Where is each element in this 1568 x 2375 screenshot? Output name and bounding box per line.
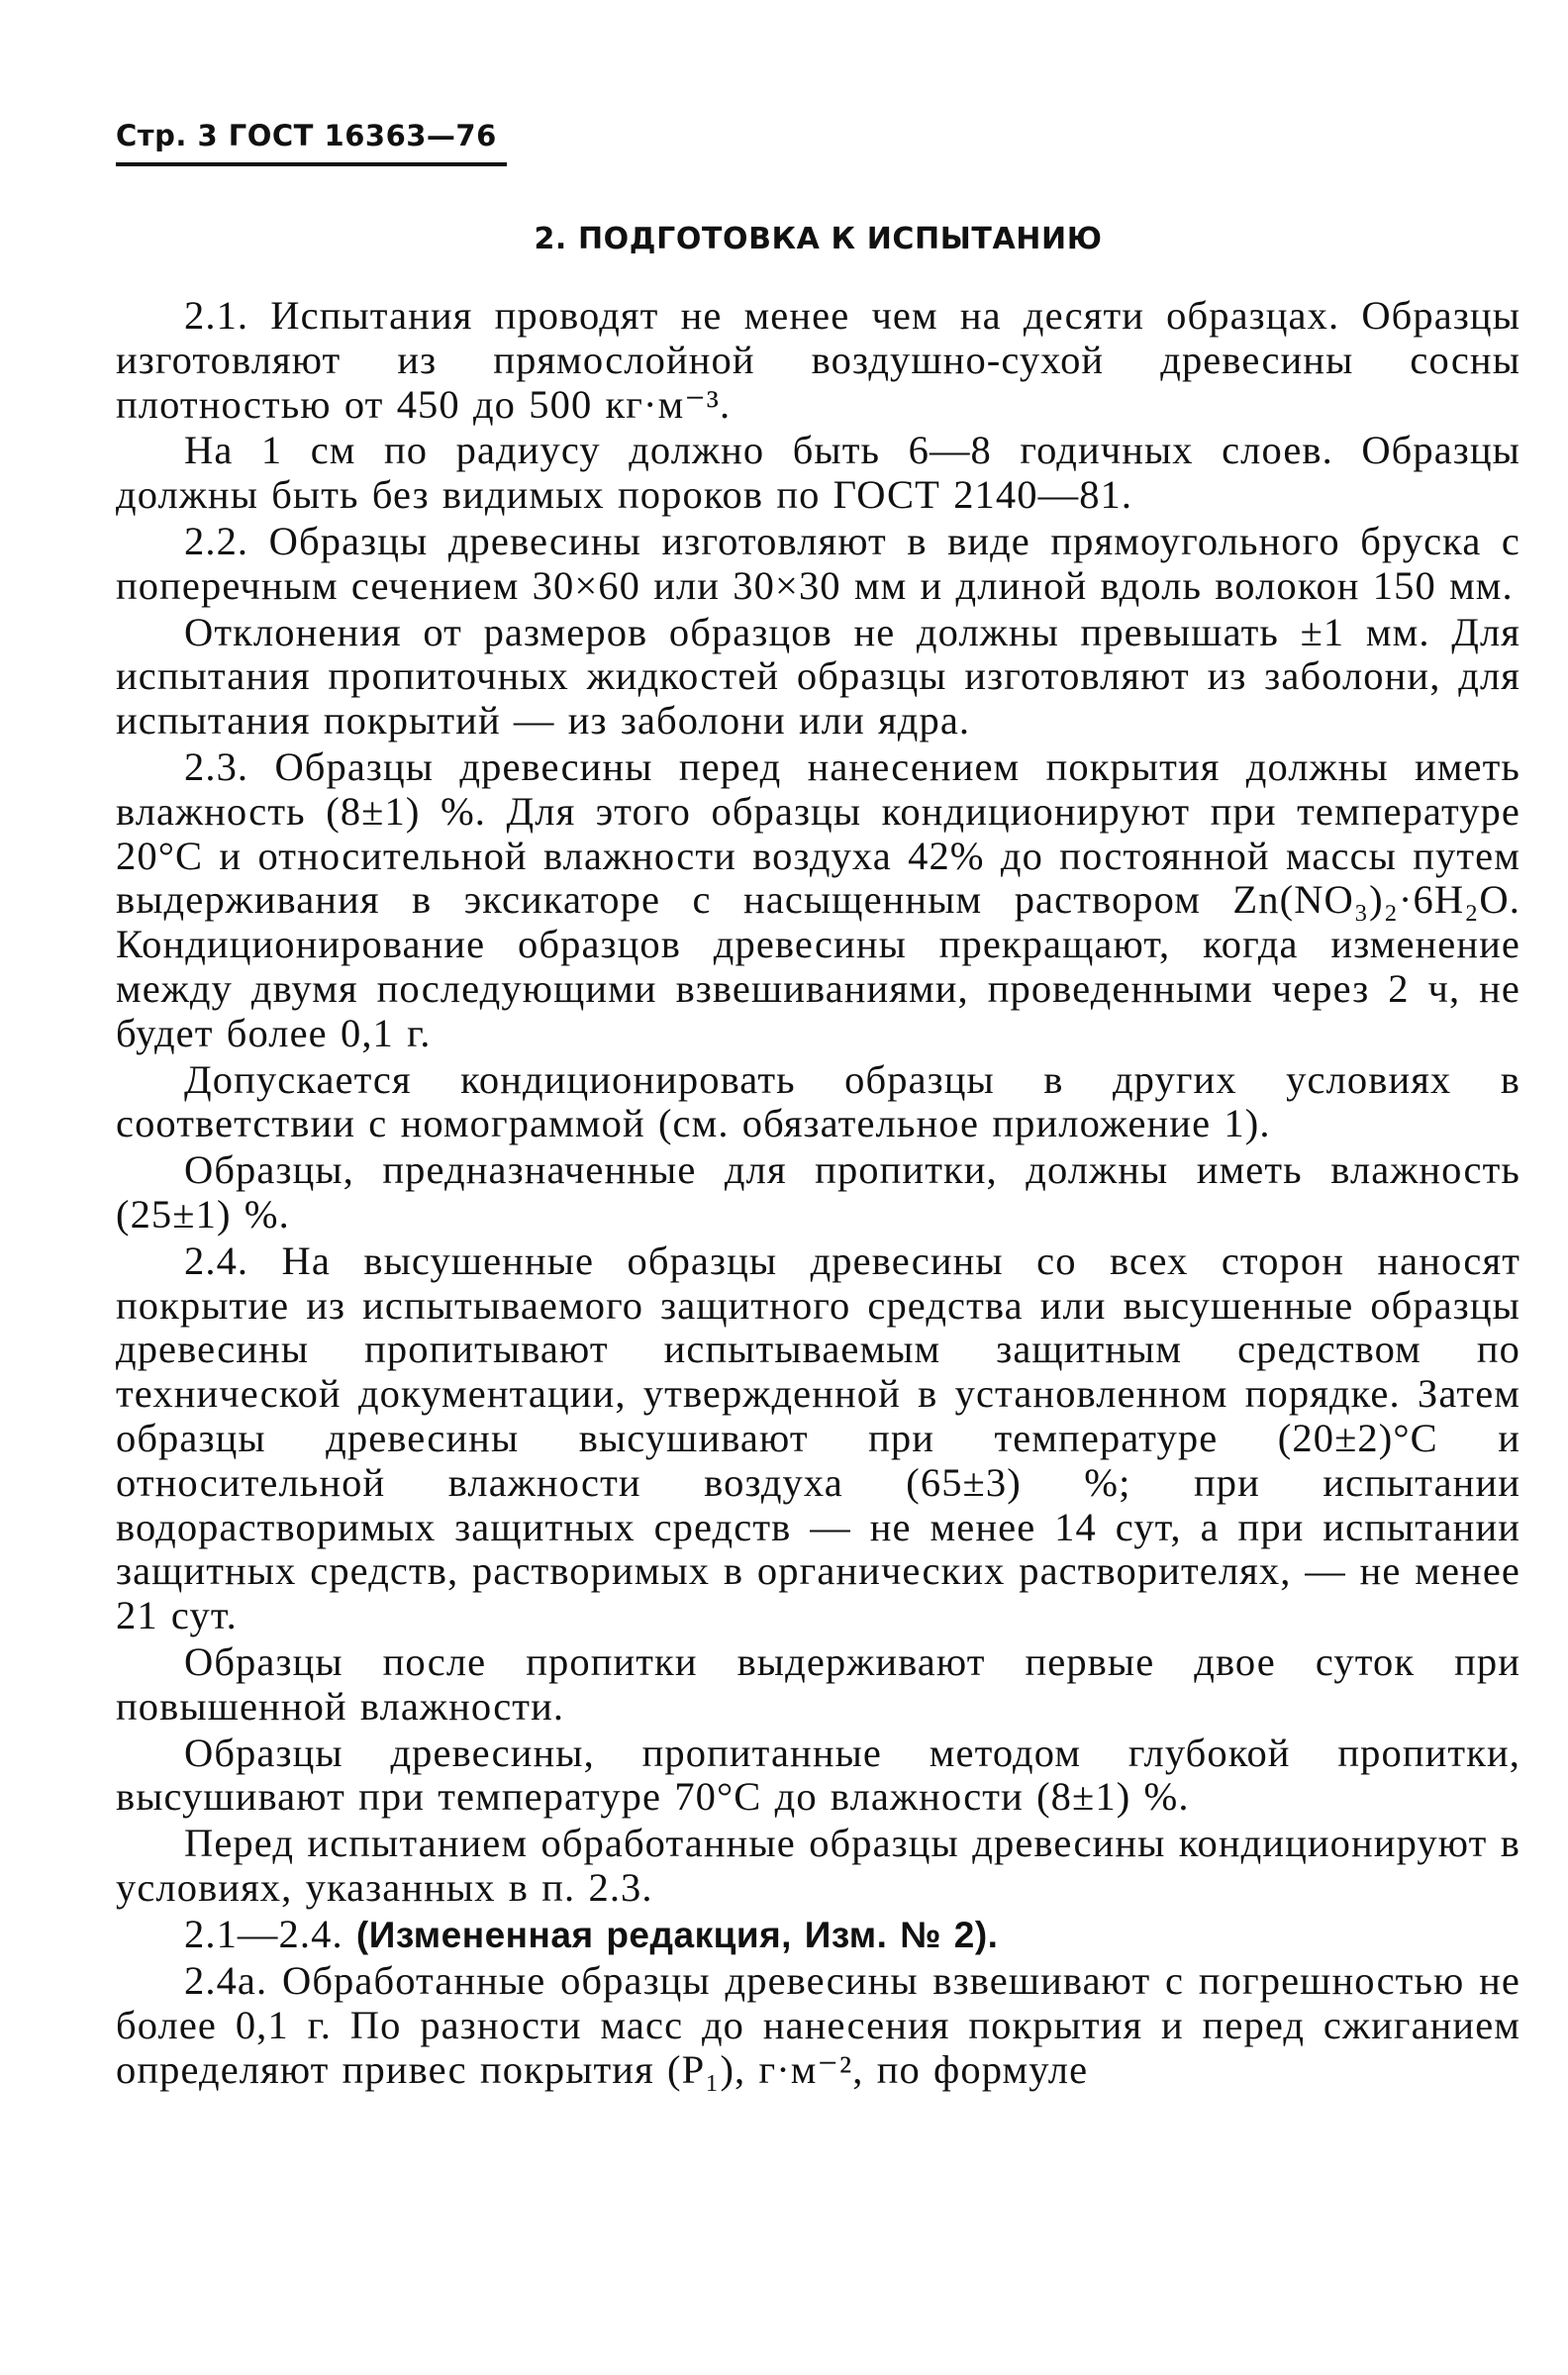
paragraph-2-3: 2.3. Образцы древесины перед нанесением покрытия должны иметь влажность (8±1) %. Для этого образцы кондиционируют при температуре 20°С и относительной влажности воздуха 42% до постоянной массы путем выдерживания в эксикаторе с насыщенным раствором Zn(NO₃)₂·6H₂O. Кондиционирование образцов древесины прекращают, когда изменение между двумя последующими взвешиваниями, проведенными через 2 ч, не будет более 0,1 г. — [116, 743, 1520, 1055]
paragraph-deep-impregnation: Образцы древесины, пропитанные методом глубокой пропитки, высушивают при температуре 70°С до влажности (8±1) %. — [116, 1730, 1520, 1820]
paragraph-impregnation-moisture: Образцы, предназначенные для пропитки, должны иметь влажность (25±1) %. — [116, 1147, 1520, 1237]
paragraph-nomogram: Допускается кондиционировать образцы в других условиях в соответствии с номограммой (см. обязательное приложение 1). — [116, 1056, 1520, 1146]
body-text — [116, 294, 1520, 2093]
page-header: Стр. 3 ГОСТ 16363—76 — [116, 119, 507, 166]
paragraph-conditioning: Перед испытанием обработанные образцы древесины кондиционируют в условиях, указанных в п. 2.3. — [116, 1821, 1520, 1910]
amendment-ref: 2.1—2.4. — [184, 1911, 343, 1956]
paragraph-2-1: 2.1. Испытания проводят не менее чем на десяти образцах. Образцы изготовляют из прямослойной воздушно-сухой древесины сосны плотностью от 450 до 500 кг·м⁻³. — [116, 293, 1520, 427]
paragraph-2-4a: 2.4а. Обработанные образцы древесины взвешивают с погрешностью не более 0,1 г. По разности масс до нанесения покрытия и перед сжиганием определяют привес покрытия (P₁), г·м⁻², по формуле — [116, 1958, 1520, 2093]
paragraph-rings: На 1 см по радиусу должно быть 6—8 годичных слоев. Образцы должны быть без видимых пороков по ГОСТ 2140—81. — [116, 428, 1520, 518]
amendment-text: (Измененная редакция, Изм. № 2). — [355, 1914, 999, 1955]
section-title: 2. ПОДГОТОВКА К ИСПЫТАНИЮ — [534, 222, 1103, 256]
paragraph-2-2: 2.2. Образцы древесины изготовляют в виде прямоугольного бруска с поперечным сечением 30×60 или 30×30 мм и длиной вдоль волокон 150 мм. — [116, 518, 1520, 608]
paragraph-amendment — [116, 1913, 1520, 1958]
paragraph-deviations: Отклонения от размеров образцов не должны превышать ±1 мм. Для испытания пропиточных жидкостей образцы изготовляют из заболони, для испытания покрытий — из заболони или ядра. — [116, 609, 1520, 743]
paragraph-after-impregnation: Образцы после пропитки выдерживают первые двое суток при повышенной влажности. — [116, 1638, 1520, 1729]
paragraph-2-4: 2.4. На высушенные образцы древесины со всех сторон наносят покрытие из испытываемого защитного средства или высушенные образцы древесины пропитывают испытываемым защитным средством по технической документации, утвержденной в установленном порядке. Затем образцы древесины высушивают при температуре (20±2)°С и относительной влажности воздуха (65±3) %; при испытании водорастворимых защитных средств — не менее 14 сут, а при испытании защитных средств, растворимых в органических растворителях, — не менее 21 сут. — [116, 1237, 1520, 1638]
